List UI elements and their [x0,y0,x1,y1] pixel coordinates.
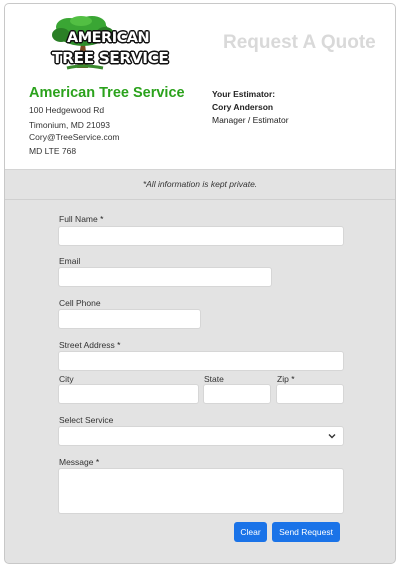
page-title: Request A Quote [223,32,376,53]
required-mark: * [291,374,295,384]
estimator-heading: Your Estimator: [212,89,276,99]
required-mark: * [117,340,121,350]
clear-button[interactable]: Clear [234,522,267,542]
address-line1: 100 Hedgewood Rd [29,105,105,115]
full-name-label: Full Name * [59,214,104,224]
city-label: City [59,374,74,384]
email-input[interactable] [58,267,272,287]
address-line2: Timonium, MD 21093 [29,120,110,130]
zip-input[interactable] [276,384,344,404]
company-email: Cory@TreeService.com [29,132,120,142]
state-label: State [204,374,224,384]
logo-text-line1: AMERICAN [67,30,150,46]
license-number: MD LTE 768 [29,146,77,156]
state-input[interactable] [203,384,271,404]
chevron-down-icon [327,431,337,441]
privacy-note: *All information is kept private. [142,179,258,189]
message-label: Message * [59,457,100,467]
street-address-label: Street Address * [59,340,121,350]
required-mark: * [100,214,104,224]
cell-phone-input[interactable] [58,309,201,329]
divider [5,199,395,200]
send-request-button[interactable]: Send Request [272,522,340,542]
required-mark: * [95,457,100,467]
city-input[interactable] [58,384,199,404]
message-textarea[interactable] [58,468,344,514]
cell-phone-label: Cell Phone [59,298,101,308]
header [5,4,395,170]
logo-text-line2: TREE SERVICE [52,49,169,67]
estimator-role: Manager / Estimator [212,115,289,125]
street-address-input[interactable] [58,351,344,371]
company-logo [47,16,169,74]
quote-card [4,3,396,564]
service-select[interactable] [58,426,344,446]
zip-label: Zip * [277,374,295,384]
select-service-label: Select Service [59,415,114,425]
company-name: American Tree Service [29,85,185,101]
estimator-name: Cory Anderson [212,102,274,112]
email-label: Email [59,256,81,266]
full-name-input[interactable] [58,226,344,246]
